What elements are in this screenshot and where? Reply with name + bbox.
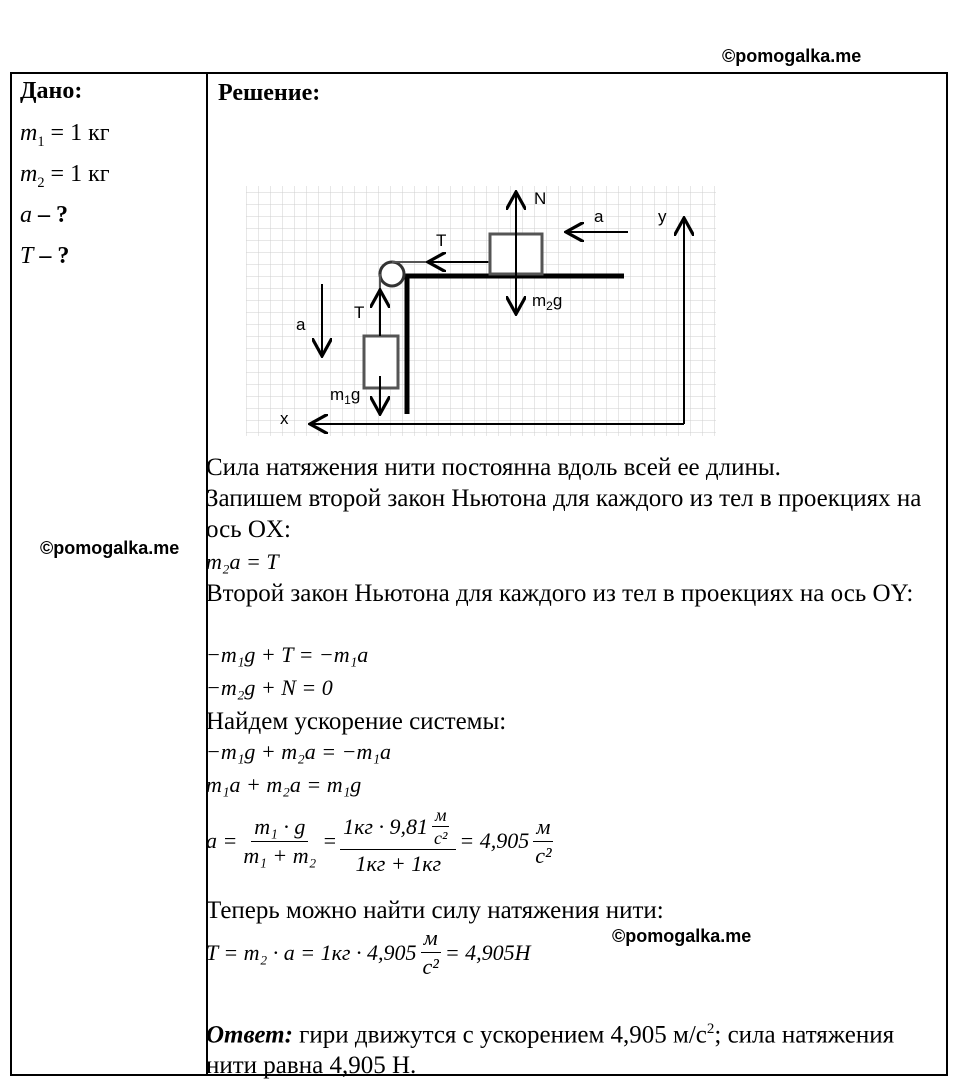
m1-symbol: m: [20, 120, 38, 146]
paragraph-5: Теперь можно найти силу натяжения нити:: [206, 897, 664, 924]
equation-4: −m₁g + m₂a = −m₁a: [206, 739, 391, 764]
equation-2: −m₁g + T = −m₁a: [206, 642, 369, 667]
eq6-unit: [532, 815, 554, 868]
label-x: x: [280, 409, 289, 428]
solution-header: [218, 78, 943, 109]
watermark-left: ©pomogalka.me: [40, 538, 180, 558]
answer-sup: 2: [706, 1021, 715, 1037]
find-a-symbol: a: [20, 202, 32, 228]
label-a-left: a: [296, 315, 306, 334]
label-a-top: a: [594, 207, 604, 226]
m2-value: = 1 кг: [50, 161, 110, 187]
watermark-top: ©pomogalka.me: [722, 46, 862, 66]
m1-subscript: 1: [37, 133, 45, 150]
eq7-unit-den: c²: [422, 954, 439, 979]
given-m2: [20, 156, 200, 197]
unit-num: м: [432, 806, 450, 827]
answer-label: Ответ:: [206, 1021, 293, 1049]
equation-3: −m₂g + N = 0: [206, 675, 333, 700]
eq6-unit-den: c²: [535, 842, 552, 868]
eq7-unit: [419, 926, 441, 979]
m1-value: = 1 кг: [50, 120, 110, 146]
eq6-f2-num-value: 1кг · 9,81: [343, 813, 429, 839]
label-N: N: [534, 189, 547, 208]
label-T-top: T: [436, 231, 447, 250]
find-a-question: – ?: [38, 202, 68, 228]
solution-title: Решение:: [218, 80, 321, 106]
eq6-equals: =: [322, 828, 338, 853]
eq6-result: = 4,905: [459, 828, 530, 853]
answer: [206, 1014, 931, 1081]
label-y: y: [658, 207, 667, 226]
eq6-fraction-1: [240, 815, 319, 868]
find-T: [20, 238, 200, 279]
label-m1g: $m_1g$: [330, 385, 361, 407]
paragraph-2: Запишем второй закон Ньютона для каждого из тел в проекциях на ось OX:: [206, 485, 922, 543]
find-a: [20, 197, 200, 238]
eq7-part-a: T = m₂ · a = 1кг · 4,905: [206, 939, 417, 965]
eq6-f2-numerator: [340, 806, 456, 850]
eq6-fraction-2: [340, 806, 456, 876]
eq6-f2-num-unit: [431, 806, 450, 847]
given-title: Дано:: [20, 78, 83, 104]
eq6-unit-num: м: [533, 815, 553, 842]
watermark-right: ©pomogalka.me: [612, 926, 752, 946]
given-m1: [20, 115, 200, 156]
equation-5: m₁a + m₂a = m₁g: [206, 772, 362, 797]
m2-subscript: 2: [37, 174, 45, 191]
given-column: [20, 78, 200, 279]
label-T-left: T: [354, 303, 365, 322]
eq7-part-b: = 4,905H: [444, 939, 531, 965]
equation-7: [206, 926, 531, 979]
diagram-grid: [246, 186, 716, 436]
paragraph-3: Второй закон Ньютона для каждого из тел в проекциях на ось OY:: [206, 580, 914, 607]
eq6-lhs: a =: [206, 828, 238, 853]
paragraph-1: Сила натяжения нити постоянна вдоль всей ее длины.: [206, 454, 781, 481]
eq6-f1-denominator: m₁ + m₂: [243, 842, 317, 868]
eq7-unit-num: м: [421, 926, 441, 953]
answer-text-1: гири движутся с ускорением 4,905 м/с: [292, 1021, 707, 1049]
answer-text-2: ; сила натяжения нити равна 4,905 Н.: [206, 1021, 895, 1080]
equation-6: [206, 806, 558, 876]
equation-1: m₂a = T: [206, 549, 279, 574]
find-T-question: – ?: [39, 243, 70, 269]
eq6-f2-denominator: 1кг + 1кг: [355, 851, 442, 876]
pulley: [380, 262, 404, 286]
unit-den: c²: [434, 828, 448, 848]
m2-symbol: m: [20, 161, 38, 187]
label-m2g: $m_2g$: [532, 291, 563, 313]
eq6-f1-numerator: m₁ · g: [251, 815, 308, 842]
force-diagram: [246, 180, 726, 440]
find-T-symbol: T: [20, 243, 34, 269]
paragraph-4: Найдем ускорение системы:: [206, 708, 507, 735]
